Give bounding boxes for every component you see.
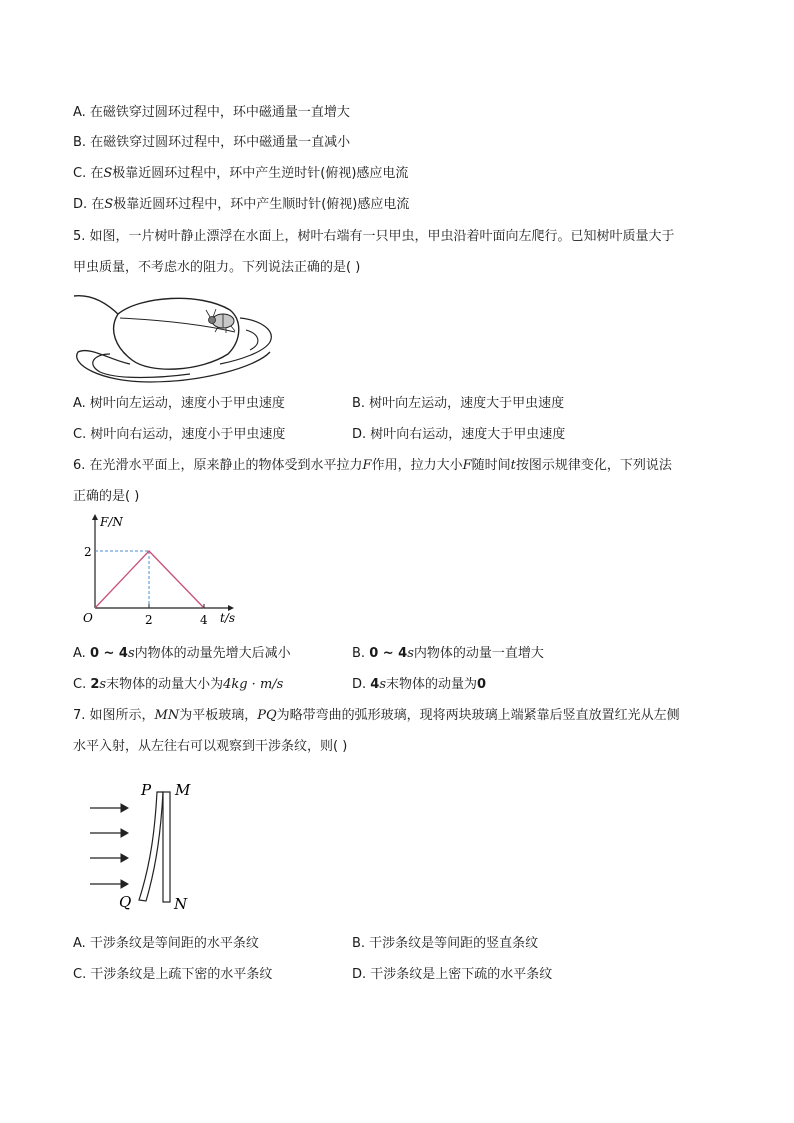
text: 末物体的动量为	[386, 677, 478, 692]
origin-label: O	[83, 611, 93, 625]
text: 内物体的动量先增大后减小	[134, 646, 291, 661]
math: 0 ~ 4	[89, 646, 128, 661]
q6-option-c	[73, 676, 283, 694]
force-time-graph	[78, 512, 238, 630]
q4-option-c	[73, 165, 408, 183]
q6-option-a	[73, 645, 291, 663]
text: D. 在	[73, 197, 105, 212]
label-n: N	[174, 895, 188, 913]
label-p: P	[141, 781, 152, 799]
text: 作用，拉力大小	[371, 458, 463, 473]
var-pq: PQ	[257, 708, 277, 723]
q5-option-b: B. 树叶向左运动，速度大于甲虫速度	[352, 396, 565, 411]
flat-glass-mn	[163, 792, 170, 902]
math: 2	[90, 677, 100, 692]
y-axis-label: F/N	[100, 515, 123, 529]
q5-option-d: D. 树叶向右运动，速度大于甲虫速度	[352, 427, 566, 442]
q5-option-a: A. 树叶向左运动，速度小于甲虫速度	[73, 396, 285, 411]
q6-stem-line2: 正确的是( )	[73, 489, 140, 504]
q6-option-b	[352, 645, 544, 663]
leaf-beetle-figure	[70, 290, 290, 390]
var-s: S	[103, 166, 113, 181]
var-s: s	[379, 677, 386, 692]
var-f: F	[362, 458, 372, 473]
text: 按图示规律变化，下列说法	[515, 458, 672, 473]
text: A.	[73, 646, 90, 661]
x-tick-label-4: 4	[200, 613, 208, 627]
label-q: Q	[119, 893, 132, 911]
math: 0 ~ 4	[369, 646, 408, 661]
q7-option-b: B. 干涉条纹是等间距的竖直条纹	[352, 936, 539, 951]
math: 4	[370, 677, 380, 692]
text: B.	[352, 646, 370, 661]
arrow-right-icon	[90, 804, 128, 888]
force-curve	[95, 551, 204, 608]
text: 6. 在光滑水平面上，原来静止的物体受到水平拉力	[73, 458, 363, 473]
var-mn: MN	[154, 708, 180, 723]
q6-stem-line1	[73, 457, 672, 475]
q7-option-a: A. 干涉条纹是等间距的水平条纹	[73, 936, 259, 951]
text: 极靠近圆环过程中，环中产生逆时针(俯视)感应电流	[112, 166, 409, 181]
var-t: t	[510, 458, 516, 473]
var-s: s	[99, 677, 107, 692]
q4-option-a: A. 在磁铁穿过圆环过程中，环中磁通量一直增大	[73, 105, 350, 120]
text: 7. 如图所示，	[73, 708, 155, 723]
q4-option-d	[73, 196, 409, 214]
q5-option-c: C. 树叶向右运动，速度小于甲虫速度	[73, 427, 286, 442]
var-s: S	[104, 197, 114, 212]
q6-option-d	[352, 676, 486, 694]
text: 为略带弯曲的弧形玻璃，现将两块玻璃上端紧靠后竖直放置红光从左侧	[276, 708, 680, 723]
text: 内物体的动量一直增大	[413, 646, 544, 661]
text: 极靠近圆环过程中，环中产生顺时针(俯视)感应电流	[113, 197, 410, 212]
text: 随时间	[471, 458, 511, 473]
var-s: s	[127, 646, 135, 661]
text: D.	[352, 677, 371, 692]
text: 末物体的动量大小为	[106, 677, 224, 692]
text: C.	[73, 677, 91, 692]
var-s: s	[407, 646, 414, 661]
x-axis-label: t/s	[220, 611, 236, 625]
x-tick-label-2: 2	[145, 613, 153, 627]
y-tick-label: 2	[84, 545, 92, 559]
q7-option-c: C. 干涉条纹是上疏下密的水平条纹	[73, 967, 273, 982]
q7-option-d: D. 干涉条纹是上密下疏的水平条纹	[352, 967, 553, 982]
q7-stem-line2: 水平入射，从左往右可以观察到干涉条纹，则( )	[73, 739, 348, 754]
glass-plates-figure	[85, 778, 215, 914]
q4-option-b: B. 在磁铁穿过圆环过程中，环中磁通量一直减小	[73, 135, 351, 150]
q7-stem-line1	[73, 707, 680, 725]
q5-stem-line1: 5. 如图，一片树叶静止漂浮在水面上，树叶右端有一只甲虫，甲虫沿着叶面向左爬行。已知树叶质量大于	[73, 229, 675, 244]
var-f: F	[462, 458, 472, 473]
math-value: 4kg · m/s	[223, 677, 284, 692]
q5-stem-line2: 甲虫质量，不考虑水的阻力。下列说法正确的是( )	[73, 260, 361, 275]
label-m: M	[175, 781, 191, 799]
curved-glass-pq	[139, 792, 163, 901]
math-value: 0	[477, 677, 487, 692]
text: C. 在	[73, 166, 104, 181]
text: 为平板玻璃，	[179, 708, 258, 723]
